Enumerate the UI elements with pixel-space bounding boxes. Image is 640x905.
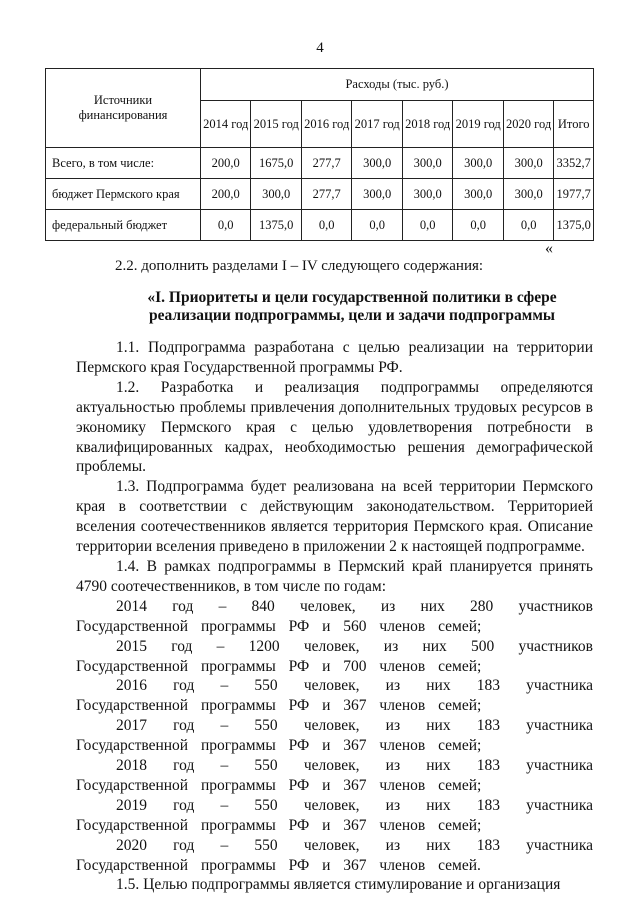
document-body bbox=[76, 338, 593, 895]
paragraph: 1.3. Подпрограмма будет реализована на всей территории Пермского края в соответствии с действующим законодательством. Территорией вселения соотечественников является территория Пермского края. Описание территории вселения приведено в приложении 2 к настоящей подпрограмме. bbox=[76, 478, 593, 556]
cell: 0,0 bbox=[301, 210, 351, 241]
cell: 1977,7 bbox=[554, 179, 594, 210]
cell: 300,0 bbox=[453, 148, 503, 179]
table-row bbox=[46, 210, 594, 241]
year-item: 2015 год – 1200 человек, из них 500 участников Государственной программы РФ и 700 членов семей; bbox=[76, 637, 593, 675]
year-header: 2016 год bbox=[301, 101, 351, 148]
cell: 1675,0 bbox=[251, 148, 301, 179]
cell: 0,0 bbox=[453, 210, 503, 241]
cell: 200,0 bbox=[201, 179, 251, 210]
cell: 0,0 bbox=[402, 210, 452, 241]
paragraph: 1.4. В рамках подпрограммы в Пермский край планируется принять 4790 соотечественников, в том числе по годам: bbox=[76, 557, 593, 595]
cell: 300,0 bbox=[251, 179, 301, 210]
cell: 300,0 bbox=[352, 179, 402, 210]
table-row bbox=[46, 179, 594, 210]
year-item: 2020 год – 550 человек, из них 183 участника Государственной программы РФ и 367 членов семей. bbox=[76, 836, 593, 874]
source-header: Источники финансирования bbox=[46, 69, 201, 148]
year-item: 2017 год – 550 человек, из них 183 участника Государственной программы РФ и 367 членов семей; bbox=[76, 717, 593, 755]
total-header: Итого bbox=[554, 101, 594, 148]
cell: 300,0 bbox=[402, 179, 452, 210]
cell: 1375,0 bbox=[554, 210, 594, 241]
row-label: Всего, в том числе: bbox=[46, 148, 201, 179]
cell: 1375,0 bbox=[251, 210, 301, 241]
row-label: бюджет Пермского края bbox=[46, 179, 201, 210]
cell: 300,0 bbox=[402, 148, 452, 179]
year-header: 2019 год bbox=[453, 101, 503, 148]
table-header-row bbox=[46, 69, 594, 101]
year-item: 2014 год – 840 человек, из них 280 участников Государственной программы РФ и 560 членов семей; bbox=[76, 597, 593, 635]
cell: 277,7 bbox=[301, 148, 351, 179]
cell: 277,7 bbox=[301, 179, 351, 210]
year-header: 2014 год bbox=[201, 101, 251, 148]
cell: 300,0 bbox=[503, 148, 553, 179]
cell: 300,0 bbox=[352, 148, 402, 179]
cell: 3352,7 bbox=[554, 148, 594, 179]
year-header: 2015 год bbox=[251, 101, 301, 148]
year-header: 2018 год bbox=[402, 101, 452, 148]
cell: 300,0 bbox=[503, 179, 553, 210]
page-number: 4 bbox=[316, 40, 324, 56]
year-header: 2020 год bbox=[503, 101, 553, 148]
expenses-header: Расходы (тыс. руб.) bbox=[201, 69, 594, 101]
paragraph: 1.1. Подпрограмма разработана с целью реализации на территории Пермского края Государственной программы РФ. bbox=[76, 339, 593, 376]
cell: 0,0 bbox=[503, 210, 553, 241]
financing-table bbox=[45, 68, 594, 241]
cell: 0,0 bbox=[352, 210, 402, 241]
cell: 200,0 bbox=[201, 148, 251, 179]
cell: 300,0 bbox=[453, 179, 503, 210]
row-label: федеральный бюджет bbox=[46, 210, 201, 241]
year-item: 2016 год – 550 человек, из них 183 участника Государственной программы РФ и 367 членов семей; bbox=[76, 677, 593, 715]
cell: 0,0 bbox=[201, 210, 251, 241]
year-item: 2019 год – 550 человек, из них 183 участника Государственной программы РФ и 367 членов семей; bbox=[76, 796, 593, 834]
paragraph: 1.5. Целью подпрограммы является стимулирование и организация bbox=[116, 876, 561, 894]
paragraph: 1.2. Разработка и реализация подпрограммы определяются актуальностью проблемы привлечения дополнительных трудовых ресурсов в экономику Пермского края с целью удовлетворения потребности в квалифицированных кадрах, необходимостью решения демографической проблемы. bbox=[76, 378, 593, 476]
table-row bbox=[46, 148, 594, 179]
year-item: 2018 год – 550 человек, из них 183 участника Государственной программы РФ и 367 членов семей; bbox=[76, 757, 593, 794]
year-header: 2017 год bbox=[352, 101, 402, 148]
item-2-2: 2.2. дополнить разделами I – IV следующего содержания: bbox=[115, 258, 484, 274]
section-heading: «I. Приоритеты и цели государственной политики в сфере реализации подпрограммы, цели и задачи подпрограммы bbox=[147, 289, 557, 324]
quote-mark: « bbox=[545, 240, 553, 257]
